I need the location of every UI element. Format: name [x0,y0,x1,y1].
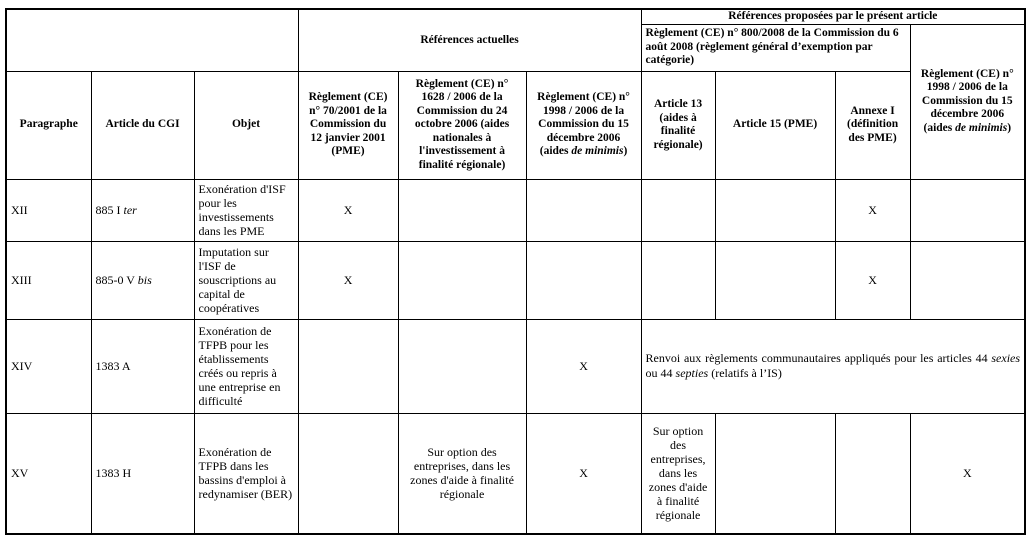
column-header-reg-1998-2006-proposees: Règlement (CE) n° 1998 / 2006 de la Commission du 15 décembre 2006 (aides de minimis) [910,24,1025,179]
column-header-reg-1998-2006-actuelles: Règlement (CE) n° 1998 / 2006 de la Commission du 15 décembre 2006 (aides de minimis) [526,71,641,179]
column-header-reg-70-2001: Règlement (CE) n° 70/2001 de la Commission du 12 janvier 2001 (PME) [298,71,398,179]
cell-xii-reg-1628-2006 [398,179,526,241]
table-row-xiv [6,319,1025,413]
cell-xiii-reg-70-2001: X [298,241,398,319]
cell-xiv-reg-1998-2006-actuelles: X [526,319,641,413]
cell-xiv-renvoi-reglements-communautaires: Renvoi aux règlements communautaires appliqués pour les articles 44 sexies ou 44 septies (relatifs à l’IS) [641,319,1025,413]
cell-xv-reg-1998-2006-proposees: X [910,413,1025,534]
cell-xiii-reg-1628-2006 [398,241,526,319]
cell-xv-article-15 [715,413,835,534]
cell-xv-reg-1998-2006-actuelles: X [526,413,641,534]
cell-xv-article-cgi: 1383 H [91,413,194,534]
cell-xv-reg-70-2001 [298,413,398,534]
column-header-reg-1628-2006: Règlement (CE) n° 1628 / 2006 de la Commission du 24 octobre 2006 (aides nationales à l'investissement à finalité régionale) [398,71,526,179]
cell-xiv-article-cgi: 1383 A [91,319,194,413]
cell-xv-annexe-1 [835,413,910,534]
cell-xii-article-15 [715,179,835,241]
table-row-xiii [6,241,1025,319]
cell-xiii-article-13 [641,241,715,319]
cell-xiii-paragraphe: XIII [6,241,91,319]
table-row-xv [6,413,1025,534]
cell-xii-reg-70-2001: X [298,179,398,241]
column-header-objet: Objet [194,71,298,179]
column-header-article-13: Article 13 (aides à finalité régionale) [641,71,715,179]
cell-xiii-objet: Imputation sur l'ISF de souscriptions au capital de coopératives [194,241,298,319]
cell-xiv-objet: Exonération de TFPB pour les établissements créés ou repris à une entreprise en difficulté [194,319,298,413]
group-header-references-proposees: Références proposées par le présent article [641,9,1025,24]
header-row-columns [6,71,1025,179]
cell-xii-article-13 [641,179,715,241]
cell-xiii-reg-1998-2006-proposees [910,241,1025,319]
cell-xii-article-cgi: 885 I ter [91,179,194,241]
cell-xii-paragraphe: XII [6,179,91,241]
cell-xiv-reg-70-2001 [298,319,398,413]
column-header-article-15: Article 15 (PME) [715,71,835,179]
cell-xii-objet: Exonération d'ISF pour les investissements dans les PME [194,179,298,241]
cell-xiii-reg-1998-2006-actuelles [526,241,641,319]
group-header-reglement-800-2008: Règlement (CE) n° 800/2008 de la Commission du 6 août 2008 (règlement général d’exemption par catégorie) [641,24,910,71]
header-row-top [6,9,1025,24]
cell-xiii-article-cgi: 885-0 V bis [91,241,194,319]
group-header-references-actuelles: Références actuelles [298,9,641,71]
cell-xv-article-13: Sur option des entreprises, dans les zones d'aide à finalité régionale [641,413,715,534]
table-row-xii [6,179,1025,241]
cell-xiv-paragraphe: XIV [6,319,91,413]
cell-xiii-article-15 [715,241,835,319]
cell-xii-annexe-1: X [835,179,910,241]
column-header-article-cgi: Article du CGI [91,71,194,179]
cell-xiv-reg-1628-2006 [398,319,526,413]
cell-xv-objet: Exonération de TFPB dans les bassins d'emploi à redynamiser (BER) [194,413,298,534]
cell-xii-reg-1998-2006-proposees [910,179,1025,241]
cell-xiii-annexe-1: X [835,241,910,319]
column-header-annexe-1: Annexe I (définition des PME) [835,71,910,179]
cell-xv-reg-1628-2006: Sur option des entreprises, dans les zones d'aide à finalité régionale [398,413,526,534]
corner-blank-cell [6,9,298,71]
regulations-reference-table [5,8,1026,535]
cell-xii-reg-1998-2006-actuelles [526,179,641,241]
column-header-paragraphe: Paragraphe [6,71,91,179]
cell-xv-paragraphe: XV [6,413,91,534]
